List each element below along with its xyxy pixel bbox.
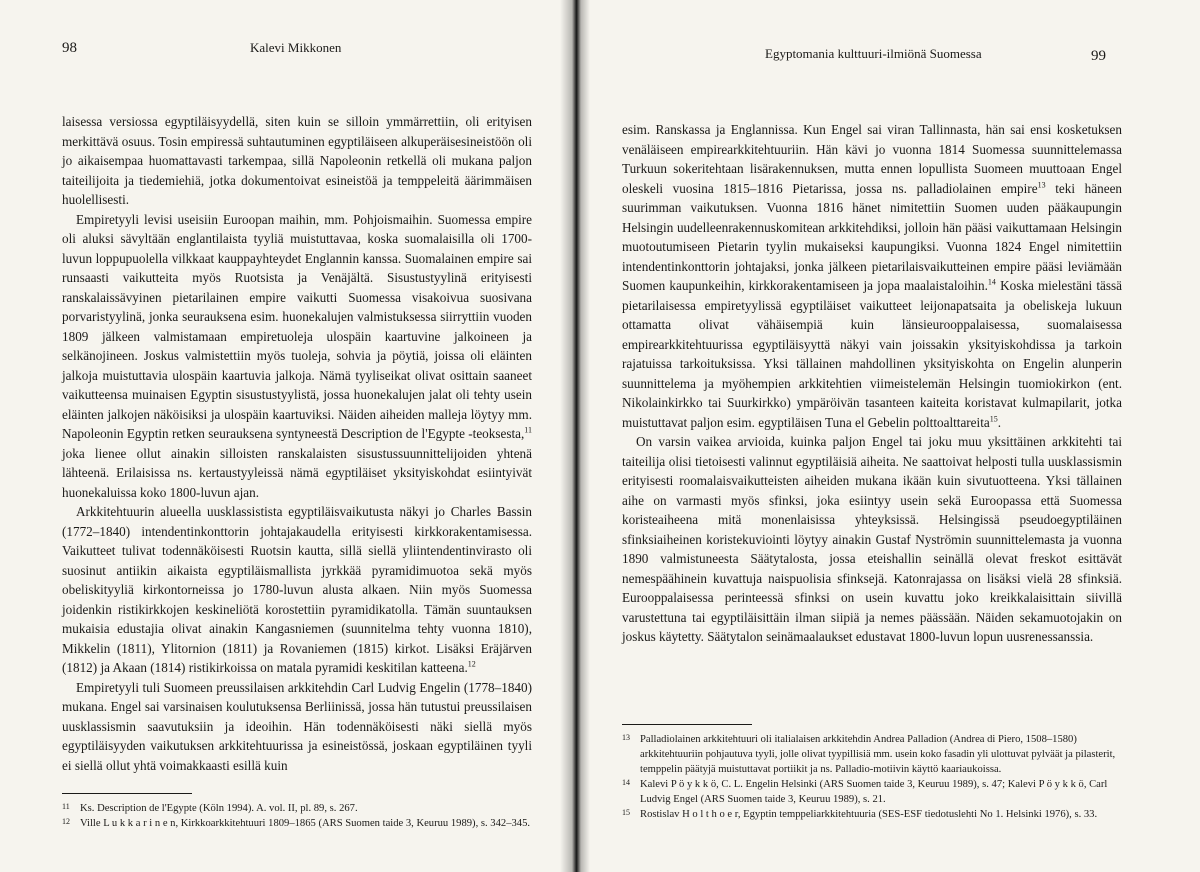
right-page	[575, 0, 1200, 872]
footnote-rule	[622, 724, 752, 725]
footnote-text: Rostislav H o l t h o e r, Egyptin temppeliarkkitehtuuria (SES-ESF tiedotuslehti No 1. Helsinki 1976), s. 33.	[640, 809, 1098, 820]
paragraph: esim. Ranskassa ja Englannissa. Kun Engel sai viran Tallinnasta, hän sai ensi kosketuksen venäläiseen empirearkkitehtuuriin. Hän kävi jo vuonna 1814 Suomessa suunnittelemassa Turkuun sokeritehtaan lisärakennuksen, mutta ennen lopullista Suomeen muuttoaan Engel oleskeli vuosina 1815–1816 Pietarissa, jossa ns. palladiolainen empire$^{13}$ teki häneen suurimman vaikutuksen. Vuonna 1816 hänet nimitettiin Suomen uuden pääkaupungin Helsingin uudelleenrakennuskomitean arkkitehdiksi, jolloin hän pääsi vaikuttamaan Helsingin muotoutumiseen Pietarin tyylin mukaiseksi kaupungiksi. Vuonna 1824 Engel nimitettiin intendentinkonttorin johtajaksi, jonka jälkeen pietarilaisvaikutteinen empire pääsi leviämään Suomen kaupunkeihin, kirkkorakentamiseen ja jopa maalaistaloihin.$^{14}$ Koska mielestäni tässä pietarilaisessa empiretyylissä egyptiläiset vaikutteet leijonapatsaita ja obeliskeja lukuun ottamatta olivat vähäisempiä kuin länsieurooppalaisessa, suomalaisessa empirearkkitehtuurissa egyptiläisyyttä näkyi vain joissakin yksityiskohdissa ja tarkoin rajatuissa tarkoituksissa. Yksi tällainen mahdollinen yksityiskohta on Engelin alunperin suunnittelema ja myöhempien arkkitehtien viimeistelemän Helsingin tuomiokirkon (ent. Nikolainkirkko tai Suurkirkko) ympäröivän tasanteen kaiteita koristavat kulmapilarit, jotka muistuttavat paljon esim. egyptiläisen Tuna el Gebelin polttoalttareita$^{15}$.	[622, 122, 1123, 430]
paragraph-text: On varsin vaikea arvioida, kuinka paljon Engel tai joku muu yksittäinen arkkitehti tai taiteilija olisi tietoisesti valinnut egyptiläisiä aiheita. Ne saattoivat helposti tulla uusklassismin erityisesti roomalaisvaikutteisten aiheiden mukana ikään kuin sivutuotteena. Yksi tällainen aihe on varmasti myös sfinksi, joka esiintyy usein sekä Euroopassa että Suomessa koristeaiheena mitä monenlaisissa yhteyksissä. Helsingissä pseudoegyptiläinen sfinksiaiheinen koristekuviointi löytyy ainakin Gustaf Nyströmin suunnittelemasta ja vuonna 1890 valmistuneesta Säätytalosta, jossa eteishallin seinällä olevat freskot esittävät nemespäähinein kuvattuja naispuolisia sfinksejä. Katonrajassa on lisäksi vielä 28 sfinksiä. Eurooppalaisessa perinteessä sfinksi on usein kuvattu joko kreikkalaisittain siivillä varustettuna tai egyptiläisittäin ilman siipiä ja nemes päässään. Näiden sekamuotojakin on joskus käytetty. Säätytalon seinämaalaukset edustavat 1800-luvun lopun uusrenessanssia.	[622, 434, 1122, 644]
footnote-rule	[62, 793, 192, 794]
footnote-number: 13	[622, 733, 630, 742]
footnote-ref: 11	[524, 425, 532, 435]
paragraph	[62, 112, 532, 210]
footnote	[622, 777, 1122, 807]
footnote-number: 11	[62, 802, 70, 811]
left-page	[0, 0, 575, 872]
paragraph	[62, 678, 532, 776]
left-page-body	[62, 112, 532, 775]
paragraph	[62, 502, 532, 678]
paragraph-text: Empiretyyli tuli Suomeen preussilaisen arkkitehdin Carl Ludvig Engelin (1778–1840) mukana. Engel sai varsinaisen koulutuksensa Berliinissä, jossa hän tutustui preussilaisen uusklassismin saavutuksiin ja ideoihin. Hän todennäköisesti näki siellä myös egyptiläisyyden vaikutuksen arkkitehtuurissa ja esineistössä, joskaan egyptiläinen tyyli ei siellä ollut yhtä voimakkaasti esillä kuin	[62, 679, 532, 773]
footnote	[622, 807, 1122, 822]
footnote	[62, 816, 532, 831]
footnote-ref: 13	[1037, 180, 1046, 190]
footnote-ref: 14	[987, 277, 996, 287]
footnote-text: Kalevi P ö y k k ö, C. L. Engelin Helsinki (ARS Suomen taide 3, Keuruu 1989), s. 47; Kalevi P ö y k k ö, Carl Ludvig Engel (ARS Suomen taide 3, Keuruu 1989), s. 21.	[640, 779, 1108, 805]
page-number-left: 98	[62, 40, 77, 56]
footnote-ref: 15	[989, 414, 998, 424]
footnote	[62, 801, 532, 816]
paragraph	[62, 210, 532, 503]
paragraph-text: laisessa versiossa egyptiläisyydellä, siten kuin se silloin ymmärrettiin, oli erityisen merkittävä osuus. Tosin empiressä suhtautuminen egyptiläiseen alkuperäisesineistöön oli jo aikaisempaa huomattavasti tarkempaa, sillä Napoleonin retkellä oli mukana paljon taiteilijoita ja tiedemiehiä, jotka dokumentoivat esineistöä ja temppeleitä äärimmäisen huolellisesti.	[62, 114, 532, 207]
page-number-right: 99	[1091, 48, 1106, 64]
footnotes-left	[62, 801, 532, 831]
footnote-text: Palladiolainen arkkitehtuuri oli italialaisen arkkitehdin Andrea Palladion (Andrea di Piero, 1508–1580) arkkitehtuuriin pohjautuva tyyli, jolle olivat tyypillisiä mm. usein koko fasadin yli ulottuvat pylväät ja pilasterit, temppelin päätyjä muistuttavat portiikit ja ns. Palladio-motiivin käyttö kaariaukoissa.	[640, 734, 1116, 775]
footnote-text: Ville L u k k a r i n e n, Kirkkoarkkitehtuuri 1809–1865 (ARS Suomen taide 3, Keuruu 1989), s. 342–345.	[80, 818, 531, 829]
footnote-number: 14	[622, 778, 630, 787]
footnotes-right	[622, 732, 1122, 822]
running-head-left: Kalevi Mikkonen	[250, 40, 342, 55]
paragraph-text: teki häneen suurimman vaikutuksen. Vuonna 1816 hänet nimitettiin Suomen uuden pääkaupungin Helsingin uudelleenrakennuskomitean arkkitehdiksi, jolloin hän pääsi vaikuttamaan Helsingin muotoutumiseen Pietarin tyylin mukaiseksi kaupungiksi. Vuonna 1824 Engel nimitettiin intendentinkonttorin johtajaksi, jonka jälkeen pietarilaisvaikutteinen empire pääsi leviämään Suomen kaupunkeihin, kirkkorakentamiseen ja jopa maalaistaloihin.	[622, 180, 1123, 293]
paragraph-text: Koska mielestäni tässä pietarilaisessa empiretyylissä egyptiläiset vaikutteet leijonapatsaita ja obeliskeja lukuun ottamatta olivat vähäisempiä kuin länsieurooppalaisessa, suomalaisessa empirearkkitehtuurissa egyptiläisyyttä näkyi vain joissakin yksityiskohdissa ja tarkoin rajatuissa tarkoituksissa. Yksi tällainen mahdollinen yksityiskohta on Engelin alunperin suunnittelema ja myöhempien arkkitehtien viimeistelemän Helsingin tuomiokirkon (ent. Nikolainkirkko tai Suurkirkko) ympäröivän tasanteen kaiteita koristavat kulmapilarit, jotka muistuttavat paljon esim. egyptiläisen Tuna el Gebelin polttoalttareita	[622, 278, 1123, 430]
paragraph	[622, 432, 1122, 647]
footnote-ref: 12	[467, 659, 476, 669]
paragraph-text: Arkkitehtuurin alueella uusklassistista egyptiläisvaikutusta näkyi jo Charles Bassin (1772–1840) intendentinkonttorin johtajakaudella erityisesti kirkkorakentamisessa. Vaikutteet tulivat todennäköisesti Ruotsin kautta, sillä siellä yliintendentinvirasto oli suosinut antiikin aikaista egyptiläismallista jyrkkää pyramidimuotoa sekä myös obeliskityyliä kirkontorneissa jo 1780-luvun alusta alkaen. Niin myös Suomessa joidenkin ristikirkkojen keskineliötä korostettiin pyramidikatolla. Tämän suuntauksen mukaisia edustajia olivat ainakin Kangasniemen (suunnitelma tehty vuonna 1810), Mikkelin (1811), Ylitornion (1811) ja Rovaniemen (1815) kirkot. Lisäksi Eräjärven (1812) ja Akaan (1814) ristikirkoissa on matala pyramidi keskitilan katteena.	[62, 504, 532, 675]
footnote-number: 12	[62, 817, 70, 826]
paragraph-text: joka lienee ollut ainakin silloisten ranskalaisten sisustussuunnittelijoiden yhtenä lähteenä. Erilaisissa ns. kertaustyyleissä nämä egyptiläiset yksityiskohdat esiintyivät huonekaluissa koko 1800-luvun ajan.	[62, 445, 532, 500]
right-page-body	[622, 120, 1122, 647]
paragraph-text: Empiretyyli levisi useisiin Euroopan maihin, mm. Pohjoismaihin. Suomessa empire oli aluksi sävyltään englantilaista tyyliä muistuttavaa, koska suomalaisilla oli 1700-luvun loppupuolella vilkkaat kauppayhteydet Englannin kanssa. Suomalainen empire sai runsaasti vaikutteita myös Ruotsista ja Venäjältä. Sisustustyylinä erityisesti ranskalaissävyinen pietarilainen empire vaikutti Suomessa visakoivua suosivana porvaristyylinä, jonka seurauksena esim. huonekalujen valmistuksessa siirryttiin vuoden 1809 jälkeen valmistamaan empiretuoleja ulospäin kaartuvine jalkoineen ja selkänojineen. Joskus valmistettiin myös tuoleja, sohvia ja pöytiä, joissa oli eläinten jalkoja muistuttavia ulospäin kaartuvia jalkoja. Nämä tyyliseikat olivat osittain saaneet vaikutteensa muinaisen Egyptin sisustustyylistä, jossa huonekalujen jalat oli tehty usein eläinten jalkojen näköisiksi ja ulospäin kaartuviksi. Näiden aiheiden malleja löytyy mm. Napoleonin Egyptin retken seurauksena syntyneestä Description de l'Egypte -teoksesta,	[62, 211, 532, 441]
footnote-text: Ks. Description de l'Egypte (Köln 1994). A. vol. II, pl. 89, s. 267.	[80, 803, 358, 814]
footnote-number: 15	[622, 808, 630, 817]
footnote	[622, 732, 1122, 777]
paragraph-text: esim. Ranskassa ja Englannissa. Kun Engel sai viran Tallinnasta, hän sai ensi kosketuksen venäläiseen empirearkkitehtuuriin. Hän kävi jo vuonna 1814 Suomessa suunnittelemassa Turkuun sokeritehtaan lisärakennuksen, mutta ennen lopullista Suomeen muuttoaan Engel oleskeli vuosina 1815–1816 Pietarissa, jossa ns. palladiolainen empire	[622, 122, 1122, 196]
running-head-right: Egyptomania kulttuuri-ilmiönä Suomessa	[765, 46, 982, 61]
book-gutter	[560, 0, 590, 872]
